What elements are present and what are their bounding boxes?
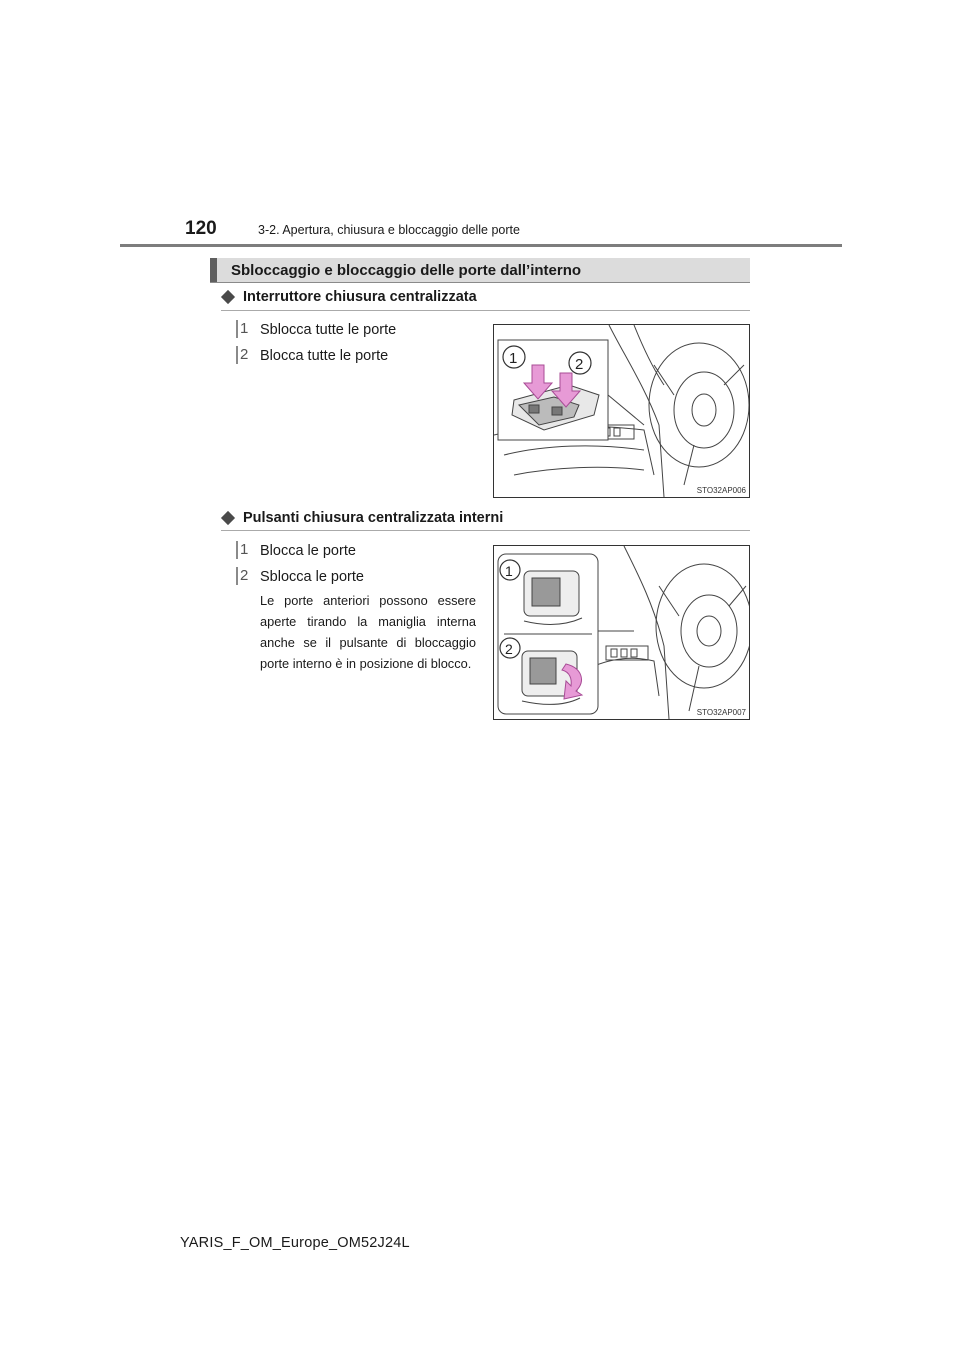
subsection-heading-text: Pulsanti chiusura centralizzata interni [243,510,504,526]
illustration-inner-lock [494,546,749,719]
figure-code: STO32AP007 [696,708,746,717]
callout-2: 2 [575,356,584,373]
step-number: 2 [236,346,256,366]
diamond-bullet-icon [221,290,235,304]
section-title: Sbloccaggio e bloccaggio delle porte dall’interno [231,262,582,279]
step-item [236,541,356,561]
illustration-door-panel [494,325,749,497]
step-number: 2 [236,567,256,587]
chapter-title: 3-2. Apertura, chiusura e bloccaggio delle porte [258,223,520,237]
figure-door-lock-switch [493,324,750,498]
figure-inner-lock-buttons [493,545,750,720]
callout-2: 2 [505,641,513,657]
subsection-heading [221,289,477,305]
callout-1: 1 [505,563,513,579]
step-item [236,320,396,340]
step-text: Sblocca tutte le porte [260,322,397,338]
diamond-bullet-icon [221,511,235,525]
step-text: Blocca tutte le porte [260,348,389,364]
subsection-heading-text: Interruttore chiusura centralizzata [243,289,477,305]
footer-doc-id: YARIS_F_OM_Europe_OM52J24L [180,1235,410,1251]
subsection-heading [221,510,503,526]
step-item [236,346,388,366]
callout-1: 1 [509,350,518,367]
section-underline [210,282,750,283]
step-text: Sblocca le porte [260,569,364,585]
step-item [236,567,364,587]
step-number: 1 [236,541,256,561]
page-number: 120 [185,218,217,239]
note-text: Le porte anteriori possono essere aperte tirando la maniglia interna anche se il pulsante di bloccaggio porte interno è in posizione di blocco. [260,593,476,671]
section-heading-bar [210,258,750,282]
subsection-rule [221,310,750,311]
step-text: Blocca le porte [260,543,356,559]
header-rule [120,244,842,247]
subsection-rule [221,530,750,531]
figure-code: STO32AP006 [696,486,746,495]
step-number: 1 [236,320,256,340]
